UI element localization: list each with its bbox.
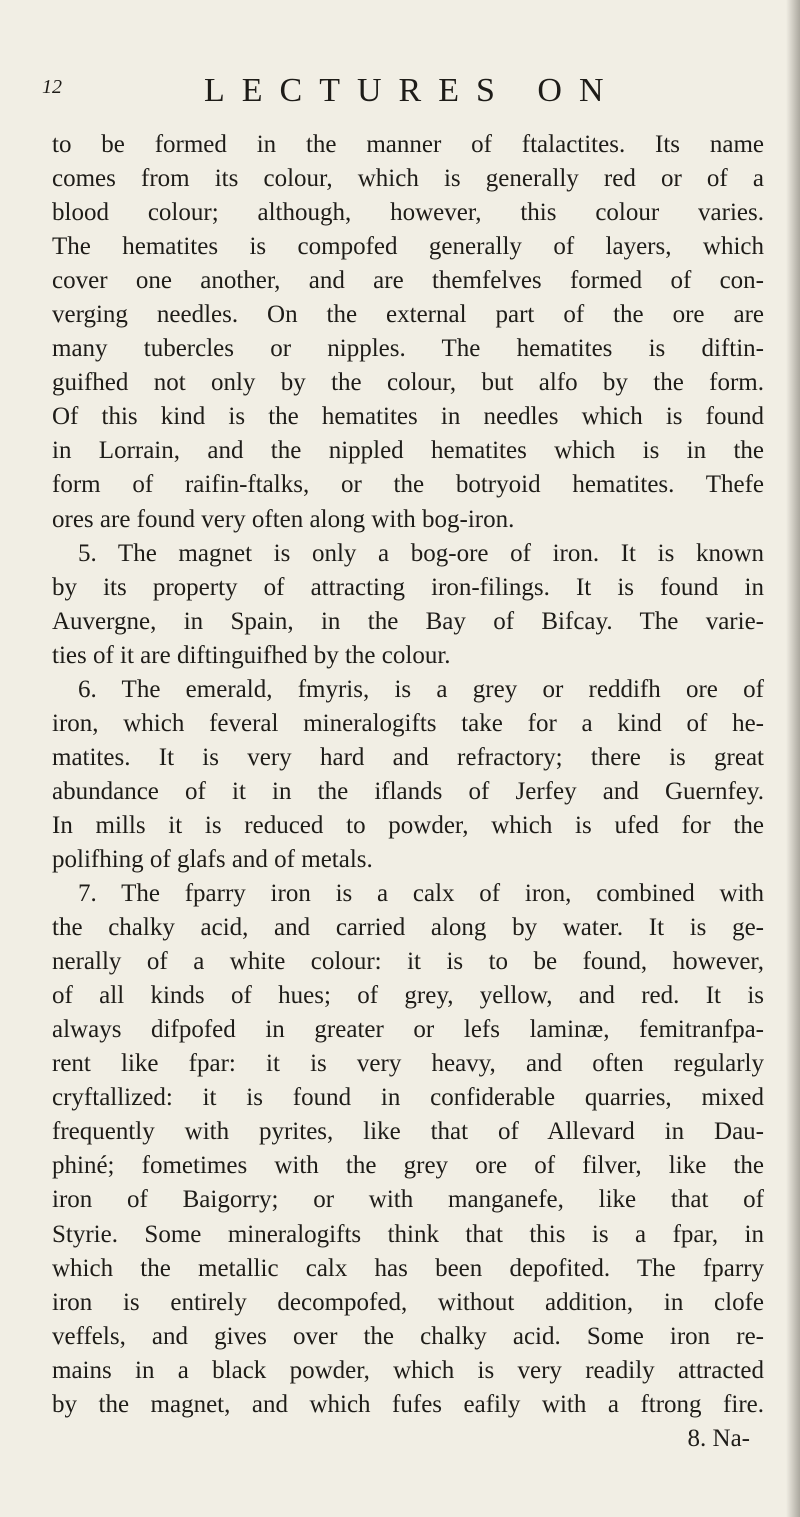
- text-line: by the magnet, and which fufes eafily with a ftrong fire.: [52, 1390, 764, 1418]
- text-line: abundance of it in the iflands of Jerfey and Guernfey.: [52, 777, 764, 805]
- text-line: In mills it is reduced to powder, which is ufed for the: [52, 811, 764, 839]
- text-line: by its property of attracting iron-filings. It is found in: [52, 573, 764, 601]
- page-number: 12: [42, 76, 62, 98]
- text-line: nerally of a white colour: it is to be found, however,: [52, 948, 764, 976]
- text-line: verging needles. On the external part of the ore are: [52, 301, 764, 329]
- text-line: cover one another, and are themfelves formed of con-: [52, 267, 764, 295]
- text-line: comes from its colour, which is generally red or of a: [52, 165, 764, 193]
- text-line: many tubercles or nipples. The hematites is diftin-: [52, 335, 764, 363]
- text-line: Styrie. Some mineralogifts think that this is a fpar, in: [52, 1220, 764, 1248]
- text-line: cryftallized: it is found in confiderable quarries, mixed: [52, 1084, 764, 1112]
- text-line: frequently with pyrites, like that of Allevard in Dau-: [52, 1118, 764, 1146]
- catchword: 8. Na-: [687, 1424, 750, 1452]
- text-line: matites. It is very hard and refractory; there is great: [52, 743, 764, 771]
- text-line: rent like fpar: it is very heavy, and often regularly: [52, 1050, 764, 1078]
- text-line: always difpofed in greater or lefs laminæ, femitranfpa-: [52, 1016, 764, 1044]
- text-line: to be formed in the manner of ftalactites. Its name: [52, 131, 764, 158]
- text-line: 7. The fparry iron is a calx of iron, combined with: [78, 880, 764, 908]
- text-line: mains in a black powder, which is very readily attracted: [52, 1356, 764, 1384]
- running-head: [42, 72, 762, 116]
- text-line: ores are found very often along with bog-iron.: [52, 505, 515, 533]
- text-line: iron of Baigorry; or with manganefe, like that of: [52, 1186, 764, 1214]
- text-line: blood colour; although, however, this colour varies.: [52, 199, 764, 227]
- page-edge-shadow: [786, 0, 800, 1517]
- text-line: 6. The emerald, fmyris, is a grey or reddifh ore of: [78, 675, 764, 703]
- text-line: 5. The magnet is only a bog-ore of iron. It is known: [78, 539, 764, 567]
- text-line: in Lorrain, and the nippled hematites which is in the: [52, 437, 764, 465]
- text-line: veffels, and gives over the chalky acid. Some iron re-: [52, 1322, 764, 1350]
- text-line: guifhed not only by the colour, but alfo by the form.: [52, 369, 764, 397]
- text-line: ties of it are diftinguifhed by the colour.: [52, 641, 451, 669]
- body-text: [52, 128, 764, 1456]
- text-line: The hematites is compofed generally of layers, which: [52, 233, 764, 261]
- text-line: the chalky acid, and carried along by water. It is ge-: [52, 914, 764, 942]
- running-title: LECTURES ON: [204, 72, 621, 109]
- text-line: which the metallic calx has been depofited. The fparry: [52, 1254, 764, 1282]
- text-line: Auvergne, in Spain, in the Bay of Bifcay. The varie-: [52, 607, 764, 635]
- text-line: polifhing of glafs and of metals.: [52, 845, 373, 873]
- text-line: phiné; fometimes with the grey ore of filver, like the: [52, 1152, 764, 1180]
- text-line: iron is entirely decompofed, without addition, in clofe: [52, 1288, 764, 1316]
- text-line: form of raifin-ftalks, or the botryoid hematites. Thefe: [52, 471, 764, 499]
- text-line: Of this kind is the hematites in needles which is found: [52, 403, 764, 431]
- text-line: iron, which feveral mineralogifts take for a kind of he-: [52, 709, 764, 737]
- text-line: of all kinds of hues; of grey, yellow, and red. It is: [52, 982, 764, 1010]
